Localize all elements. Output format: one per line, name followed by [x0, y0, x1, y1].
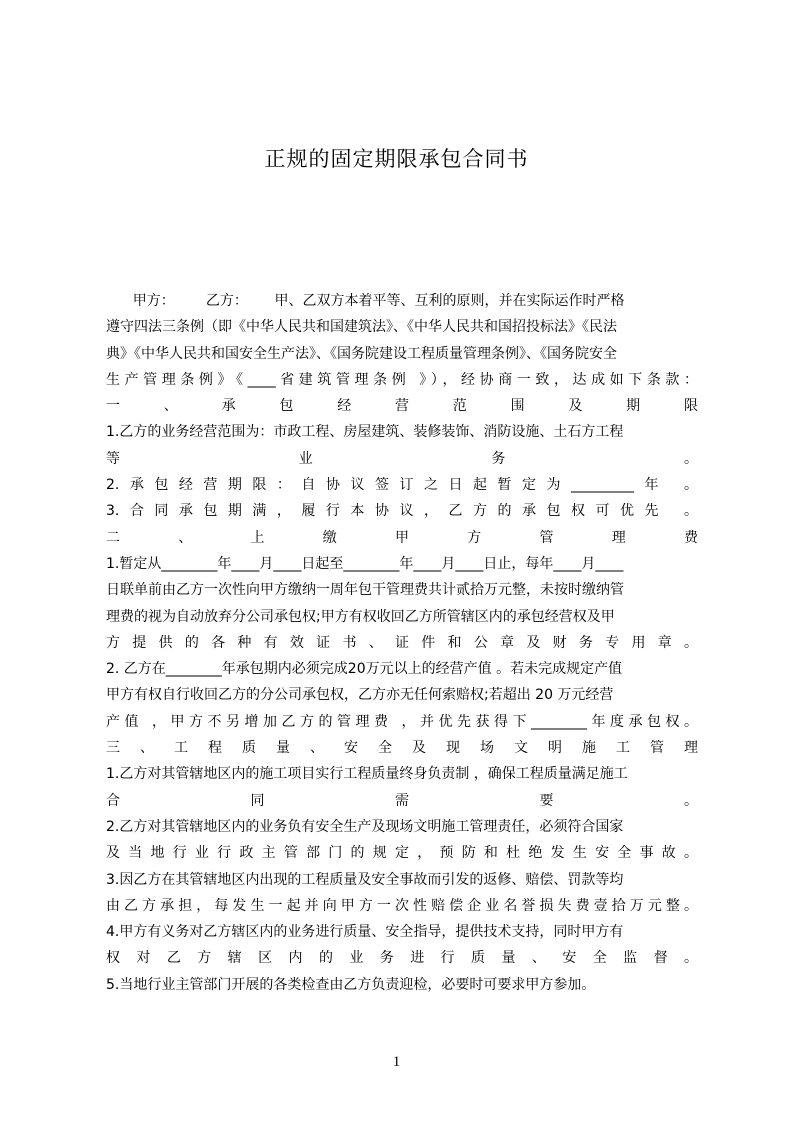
text-line: 5.当地行业主管部门开展的各类检查由乙方负责迎检，必要时可要求甲方参加。 — [106, 976, 596, 993]
text-line: 产值 ，甲方不另增加乙方的管理费 ，并优先获得下________年度承包权。 — [106, 713, 698, 730]
text-line: 甲方有权自行收回乙方的分公司承包权，乙方亦无任何索赔权;若超出 20 万元经营 — [106, 687, 614, 704]
text-line: 2.乙方对其管辖地区内的业务负有安全生产及现场文明施工管理责任，必须符合国家 — [106, 818, 624, 835]
text-line: 三 、 工 程 质 量 、 安 全 及 现 场 文 明 施 工 管 理 — [106, 740, 698, 757]
page-number: 1 — [392, 1054, 401, 1070]
text-line: 1.暂定从________年____月____日起至________年____月____日止，每年____月____ — [106, 555, 624, 572]
text-line: 及当地行业行政主管部门的规定，预防和杜绝发生安全事故。 — [106, 845, 698, 862]
text-line: 日联单前由乙方一次性向甲方缴纳一周年包干管理费共计贰拾万元整，未按时缴纳管 — [106, 582, 624, 599]
text-line: 权对乙方辖区内的业务进行质量、安全监督。 — [106, 950, 698, 967]
text-line: 一 、 承 包 经 营 范 围 及 期 限 — [106, 398, 698, 415]
text-line: 典》《中华人民共和国安全生产法》、《国务院建设工程质量管理条例》、《国务院安全 — [106, 345, 617, 362]
text-line: 3.因乙方在其管辖地区内出现的工程质量及安全事故而引发的返修、赔偿、罚款等均 — [106, 871, 624, 888]
text-line: 2. 乙方在________年承包期内必须完成20万元以上的经营产值 。若未完成规定产值 — [106, 661, 623, 678]
document-body — [106, 288, 698, 998]
text-line: 3.合同承包期满，履行本协议，乙方的承包权可优先 。 — [106, 503, 698, 520]
text-line: 1.乙方的业务经营范围为：市政工程、房屋建筑、装修装饰、消防设施、土石方工程 — [106, 424, 624, 441]
text-line: 2.承包经营期限：自协议签订之日起暂定为_________年 。 — [106, 477, 698, 494]
text-line: 甲方： 乙方： 甲、乙双方本着平等、互利的原则，并在实际运作时严格 — [106, 293, 625, 309]
text-line: 4.甲方有义务对乙方辖区内的业务进行质量、安全指导，提供技术支持，同时甲方有 — [106, 924, 624, 941]
document-title: 正规的固定期限承包合同书 — [264, 147, 529, 171]
text-line: 方提供的各种有效证书、证件和公章及财务专用章。 — [106, 634, 698, 651]
text-line: 1.乙方对其管辖地区内的施工项目实行工程质量终身负责制 ，确保工程质量满足施工 — [106, 766, 628, 783]
text-line: 等 业 务 。 — [106, 450, 698, 467]
text-line: 生产管理条例》《____省建筑管理条例 》），经协商一致，达成如下条款： — [106, 371, 698, 388]
text-line: 合 同 需 要 。 — [106, 792, 698, 809]
text-line: 理费的视为自动放弃分公司承包权;甲方有权收回乙方所管辖区内的承包经营权及甲 — [106, 608, 615, 625]
text-line: 遵守四法三条例（即《中华人民共和国建筑法》、《中华人民共和国招投标法》《民法 — [106, 319, 617, 336]
text-line: 二 、 上 缴 甲 方 管 理 费 — [106, 529, 698, 546]
text-line: 由乙方承担，每发生一起并向甲方一次性赔偿企业名誉损失费壹拾万元整。 — [106, 897, 698, 914]
